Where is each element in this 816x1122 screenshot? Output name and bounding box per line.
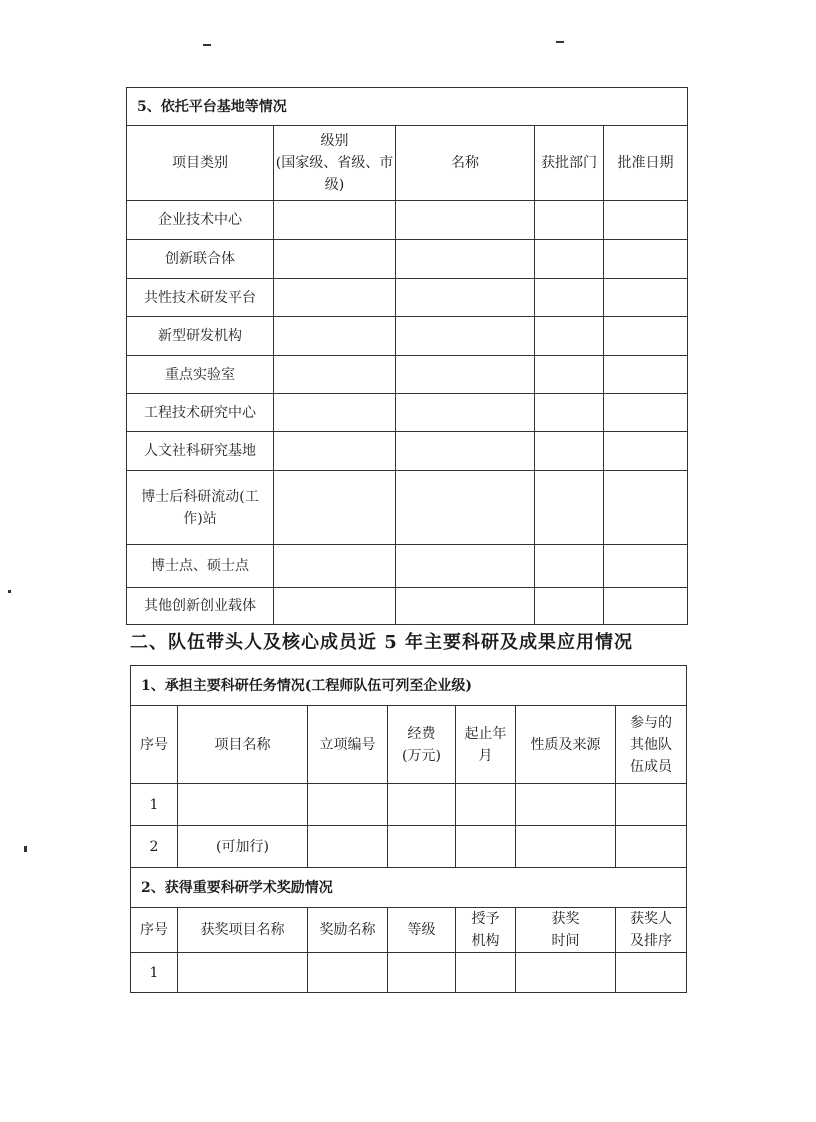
cell-nature[interactable] <box>516 826 616 868</box>
platform-table <box>126 87 688 625</box>
cell-period[interactable] <box>456 826 516 868</box>
cell-date[interactable] <box>604 545 688 588</box>
header-project-name: 项目名称 <box>178 706 308 784</box>
cell-department[interactable] <box>535 356 604 394</box>
cell-level[interactable] <box>274 317 396 356</box>
awards-caption: 2、获得重要科研学术奖励情况 <box>131 868 687 908</box>
table-row <box>127 201 688 240</box>
cell-period[interactable] <box>456 784 516 826</box>
row-no: 1 <box>131 953 178 993</box>
row-label: 博士后科研流动(工 作)站 <box>127 471 274 545</box>
cell-level[interactable] <box>274 588 396 625</box>
section-title: 二、队伍带头人及核心成员近 5 年主要科研及成果应用情况 <box>130 632 634 653</box>
cell-department[interactable] <box>535 545 604 588</box>
cell-date[interactable] <box>604 356 688 394</box>
cell-department[interactable] <box>535 240 604 279</box>
table-row <box>131 826 687 868</box>
cell-name[interactable] <box>396 317 535 356</box>
cell-level[interactable] <box>274 356 396 394</box>
header-org: 授予 机构 <box>456 908 516 953</box>
cell-date[interactable] <box>604 279 688 317</box>
cell-fund[interactable] <box>388 826 456 868</box>
row-label: 重点实验室 <box>127 356 274 394</box>
scan-mark <box>203 44 211 46</box>
cell-name[interactable] <box>396 356 535 394</box>
cell-department[interactable] <box>535 317 604 356</box>
cell-department[interactable] <box>535 201 604 240</box>
cell-date[interactable] <box>604 588 688 625</box>
header-award-project: 获奖项目名称 <box>178 908 308 953</box>
table-row <box>127 545 688 588</box>
cell-level[interactable] <box>274 201 396 240</box>
table-row <box>127 317 688 356</box>
platform-caption: 5、依托平台基地等情况 <box>127 88 688 126</box>
header-name: 名称 <box>396 126 535 201</box>
cell-project-name[interactable] <box>178 784 308 826</box>
table-row <box>127 279 688 317</box>
header-period: 起止年 月 <box>456 706 516 784</box>
cell-project-id[interactable] <box>308 826 388 868</box>
cell-name[interactable] <box>396 471 535 545</box>
header-time: 获奖 时间 <box>516 908 616 953</box>
scan-mark <box>24 846 27 852</box>
cell-date[interactable] <box>604 394 688 432</box>
tasks-caption: 1、承担主要科研任务情况(工程师队伍可列至企业级) <box>131 666 687 706</box>
cell-department[interactable] <box>535 432 604 471</box>
header-fund: 经费 (万元) <box>388 706 456 784</box>
cell-date[interactable] <box>604 471 688 545</box>
row-label: 共性技术研发平台 <box>127 279 274 317</box>
cell-members[interactable] <box>616 784 687 826</box>
row-no: 2 <box>131 826 178 868</box>
cell-name[interactable] <box>396 394 535 432</box>
row-label: 其他创新创业载体 <box>127 588 274 625</box>
cell-date[interactable] <box>604 432 688 471</box>
cell-members[interactable] <box>616 826 687 868</box>
cell-department[interactable] <box>535 394 604 432</box>
cell-person[interactable] <box>616 953 687 993</box>
row-label: 人文社科研究基地 <box>127 432 274 471</box>
cell-name[interactable] <box>396 201 535 240</box>
header-nature: 性质及来源 <box>516 706 616 784</box>
header-no: 序号 <box>131 908 178 953</box>
header-category: 项目类别 <box>127 126 274 201</box>
cell-level[interactable] <box>274 279 396 317</box>
cell-award-name[interactable] <box>308 953 388 993</box>
row-label: 创新联合体 <box>127 240 274 279</box>
cell-level[interactable] <box>274 432 396 471</box>
scan-mark <box>8 590 11 593</box>
table-row <box>127 356 688 394</box>
cell-nature[interactable] <box>516 784 616 826</box>
row-label: 企业技术中心 <box>127 201 274 240</box>
table-row <box>127 471 688 545</box>
cell-level[interactable] <box>274 394 396 432</box>
cell-department[interactable] <box>535 588 604 625</box>
table-row <box>131 784 687 826</box>
cell-level[interactable] <box>274 545 396 588</box>
header-person: 获奖人 及排序 <box>616 908 687 953</box>
header-date: 批准日期 <box>604 126 688 201</box>
cell-time[interactable] <box>516 953 616 993</box>
cell-date[interactable] <box>604 317 688 356</box>
cell-name[interactable] <box>396 240 535 279</box>
cell-name[interactable] <box>396 432 535 471</box>
cell-name[interactable] <box>396 545 535 588</box>
cell-level[interactable] <box>274 471 396 545</box>
cell-project-name[interactable]: (可加行) <box>178 826 308 868</box>
cell-name[interactable] <box>396 279 535 317</box>
cell-level[interactable] <box>274 240 396 279</box>
research-table <box>130 665 687 993</box>
cell-department[interactable] <box>535 279 604 317</box>
scan-mark <box>556 41 564 43</box>
cell-org[interactable] <box>456 953 516 993</box>
cell-name[interactable] <box>396 588 535 625</box>
table-row <box>127 432 688 471</box>
header-award-name: 奖励名称 <box>308 908 388 953</box>
table-row <box>127 588 688 625</box>
header-no: 序号 <box>131 706 178 784</box>
cell-date[interactable] <box>604 201 688 240</box>
cell-grade[interactable] <box>388 953 456 993</box>
header-level: 级别 (国家级、省级、市 级) <box>274 126 396 201</box>
table-row <box>127 394 688 432</box>
header-members: 参与的 其他队 伍成员 <box>616 706 687 784</box>
cell-award-project[interactable] <box>178 953 308 993</box>
row-no: 1 <box>131 784 178 826</box>
header-grade: 等级 <box>388 908 456 953</box>
table-row <box>131 953 687 993</box>
row-label: 新型研发机构 <box>127 317 274 356</box>
cell-project-id[interactable] <box>308 784 388 826</box>
cell-fund[interactable] <box>388 784 456 826</box>
header-department: 获批部门 <box>535 126 604 201</box>
row-label: 工程技术研究中心 <box>127 394 274 432</box>
table-row <box>127 240 688 279</box>
header-project-id: 立项编号 <box>308 706 388 784</box>
row-label: 博士点、硕士点 <box>127 545 274 588</box>
cell-date[interactable] <box>604 240 688 279</box>
cell-department[interactable] <box>535 471 604 545</box>
